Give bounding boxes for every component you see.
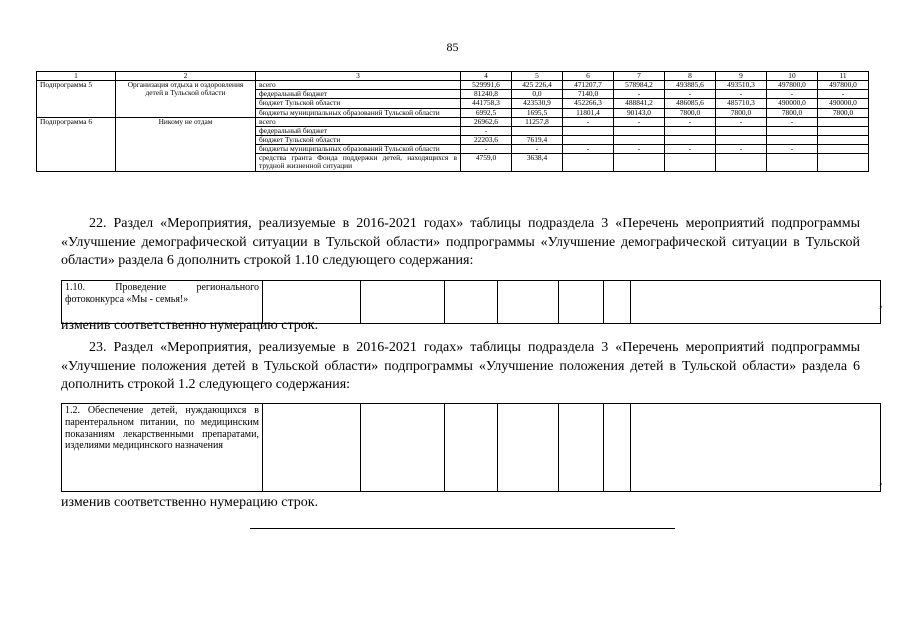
amount-cell xyxy=(614,126,665,135)
subprogram-label: Подпрограмма 5 xyxy=(37,81,116,118)
amount-cell: 7800,0 xyxy=(818,108,869,117)
amount-cell: - xyxy=(716,90,767,99)
amount-cell: - xyxy=(767,90,818,99)
amount-cell: - xyxy=(563,117,614,126)
amount-cell: - xyxy=(563,145,614,154)
row-1-2-comma: , xyxy=(879,473,883,488)
amount-cell xyxy=(614,154,665,171)
table-header-row xyxy=(37,72,869,81)
closing-rule xyxy=(250,528,675,529)
amount-cell: 423530,9 xyxy=(512,99,563,108)
row-1-2-description: 1.2. Обеспечение детей, нуждающихся в парентеральном питании, по медицинским показаниям лекарственными препаратами, изделиями медицинского назначения xyxy=(62,404,263,492)
column-number: 1 xyxy=(37,72,116,81)
column-number: 4 xyxy=(461,72,512,81)
amount-cell xyxy=(767,154,818,171)
funding-source: бюджеты муниципальных образований Тульской области xyxy=(256,145,461,154)
funding-source: средства гранта Фонда поддержки детей, находящихся в трудной жизненной ситуации xyxy=(256,154,461,171)
column-number: 8 xyxy=(665,72,716,81)
funding-table xyxy=(36,71,869,172)
amount-cell: 7140,0 xyxy=(563,90,614,99)
amount-cell: - xyxy=(614,117,665,126)
amount-cell xyxy=(716,135,767,144)
column-number: 11 xyxy=(818,72,869,81)
amount-cell: 7619,4 xyxy=(512,135,563,144)
amount-cell: 22203,6 xyxy=(461,135,512,144)
column-number: 5 xyxy=(512,72,563,81)
amount-cell xyxy=(563,126,614,135)
amount-cell xyxy=(818,135,869,144)
amount-cell xyxy=(665,154,716,171)
amount-cell: 490000,0 xyxy=(818,99,869,108)
amount-cell: - xyxy=(614,145,665,154)
amount-cell: 490000,0 xyxy=(767,99,818,108)
amount-cell xyxy=(665,126,716,135)
paragraph-23: 23. Раздел «Мероприятия, реализуемые в 2016-2021 годах» таблицы подраздела 3 «Перечень мероприятий подпрограммы «Улучшение положения детей в Тульской области» подпрограммы «Улучшение положения детей в Тульской области» раздела 6 дополнить строкой 1.2 следующего содержания: xyxy=(61,340,860,392)
amount-cell: 488841,2 xyxy=(614,99,665,108)
amount-cell: 441758,3 xyxy=(461,99,512,108)
amount-cell: 471207,7 xyxy=(563,81,614,90)
amount-cell: 4759,0 xyxy=(461,154,512,171)
amount-cell: 485710,3 xyxy=(716,99,767,108)
amount-cell: - xyxy=(818,90,869,99)
column-number: 2 xyxy=(116,72,256,81)
amount-cell: - xyxy=(665,145,716,154)
amount-cell: 7800,0 xyxy=(665,108,716,117)
column-number: 7 xyxy=(614,72,665,81)
amount-cell: - xyxy=(716,117,767,126)
funding-source: бюджет Тульской области xyxy=(256,135,461,144)
row-1-2-table xyxy=(61,403,881,492)
funding-source: бюджет Тульской области xyxy=(256,99,461,108)
amount-cell: - xyxy=(716,145,767,154)
amount-cell: 11801,4 xyxy=(563,108,614,117)
amount-cell: - xyxy=(614,90,665,99)
table-row xyxy=(37,81,869,90)
funding-source: федеральный бюджет xyxy=(256,90,461,99)
paragraph-22: 22. Раздел «Мероприятия, реализуемые в 2016-2021 годах» таблицы подраздела 3 «Перечень мероприятий подпрограммы «Улучшение демографической ситуации в Тульской области» подпрограммы «Улучшение демографической ситуации в Тульской области» раздела 6 дополнить строкой 1.10 следующего содержания: xyxy=(61,216,860,268)
amount-cell: 0,0 xyxy=(512,90,563,99)
amount-cell: 497800,0 xyxy=(767,81,818,90)
amount-cell: 3638,4 xyxy=(512,154,563,171)
renumber-note-22: изменив соответственно нумерацию строк. xyxy=(61,318,319,333)
amount-cell: 81240,8 xyxy=(461,90,512,99)
amount-cell: - xyxy=(665,117,716,126)
amount-cell xyxy=(512,126,563,135)
amount-cell xyxy=(818,126,869,135)
subprogram-name: Организация отдыха и оздоровления детей в Тульской области xyxy=(116,81,256,118)
amount-cell: - xyxy=(512,145,563,154)
amount-cell: 7800,0 xyxy=(767,108,818,117)
amount-cell xyxy=(665,135,716,144)
amount-cell: 1695,5 xyxy=(512,108,563,117)
amount-cell: 529991,6 xyxy=(461,81,512,90)
amount-cell xyxy=(818,145,869,154)
amount-cell: 493510,3 xyxy=(716,81,767,90)
amount-cell: - xyxy=(767,145,818,154)
amount-cell xyxy=(563,135,614,144)
amount-cell: - xyxy=(665,90,716,99)
column-number: 9 xyxy=(716,72,767,81)
subprogram-name: Никому не отдам xyxy=(116,117,256,171)
amount-cell xyxy=(563,154,614,171)
amount-cell xyxy=(818,154,869,171)
amount-cell xyxy=(767,126,818,135)
funding-source: бюджеты муниципальных образований Тульской области xyxy=(256,108,461,117)
amount-cell: 425 226,4 xyxy=(512,81,563,90)
amount-cell: 7800,0 xyxy=(716,108,767,117)
amount-cell xyxy=(716,126,767,135)
amount-cell: 578984,2 xyxy=(614,81,665,90)
amount-cell: 497800,0 xyxy=(818,81,869,90)
amount-cell: 493885,6 xyxy=(665,81,716,90)
amount-cell: 90143,0 xyxy=(614,108,665,117)
amount-cell: - xyxy=(767,117,818,126)
page-number: 85 xyxy=(446,40,459,54)
funding-source: федеральный бюджет xyxy=(256,126,461,135)
amount-cell: 452266,3 xyxy=(563,99,614,108)
amount-cell xyxy=(614,135,665,144)
subprogram-label: Подпрограмма 6 xyxy=(37,117,116,171)
funding-source: всего xyxy=(256,117,461,126)
row-1-10-comma: , xyxy=(879,296,883,311)
column-number: 10 xyxy=(767,72,818,81)
renumber-note-23: изменив соответственно нумерацию строк. xyxy=(61,495,319,510)
amount-cell: 486085,6 xyxy=(665,99,716,108)
amount-cell xyxy=(716,154,767,171)
amount-cell: 26962,6 xyxy=(461,117,512,126)
amount-cell: - xyxy=(461,145,512,154)
row-1-10-description: 1.10. Проведение регионального фотоконкурса «Мы - семья!» xyxy=(62,281,263,324)
amount-cell xyxy=(818,117,869,126)
funding-source: всего xyxy=(256,81,461,90)
column-number: 6 xyxy=(563,72,614,81)
column-number: 3 xyxy=(256,72,461,81)
amount-cell xyxy=(767,135,818,144)
amount-cell: 11257,8 xyxy=(512,117,563,126)
amount-cell: 6992,5 xyxy=(461,108,512,117)
table-row xyxy=(37,117,869,126)
amount-cell: - xyxy=(461,126,512,135)
